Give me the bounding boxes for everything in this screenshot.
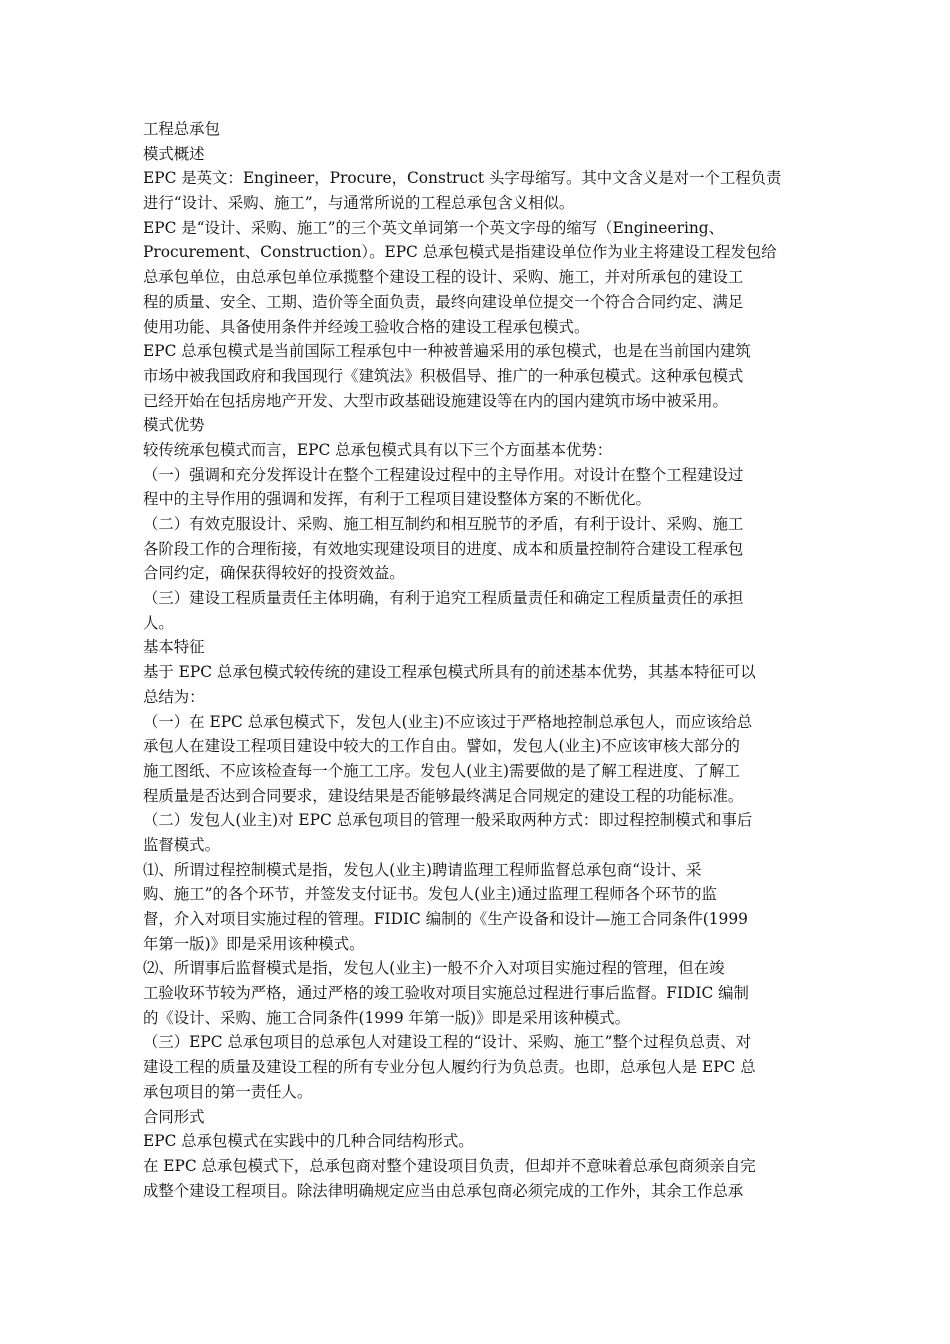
text-line: 各阶段工作的合理衔接，有效地实现建设项目的进度、成本和质量控制符合建设工程承包 bbox=[143, 539, 744, 558]
text-line: ⑵、所谓事后监督模式是指，发包人(业主)一般不介入对项目实施过程的管理，但在竣 bbox=[143, 959, 725, 978]
text-line: 市场中被我国政府和我国现行《建筑法》积极倡导、推广的一种承包模式。这种承包模式 bbox=[143, 366, 744, 385]
text-line: 程质量是否达到合同要求，建设结果是否能够最终满足合同规定的建设工程的功能标准。 bbox=[143, 786, 744, 805]
section-heading-contract: 合同形式 bbox=[143, 1107, 205, 1126]
text-line: 承包项目的第一责任人。 bbox=[143, 1082, 313, 1101]
text-line: （一）强调和充分发挥设计在整个工程建设过程中的主导作用。对设计在整个工程建设过 bbox=[143, 465, 744, 484]
section-heading-advantages: 模式优势 bbox=[143, 416, 205, 435]
section-heading-features: 基本特征 bbox=[143, 638, 205, 657]
text-line: （二）有效克服设计、采购、施工相互制约和相互脱节的矛盾，有利于设计、采购、施工 bbox=[143, 515, 744, 533]
text-line: EPC 是“设计、采购、施工”的三个英文单词第一个英文字母的缩写（Engineering、 bbox=[143, 218, 725, 237]
text-line: （一）在 EPC 总承包模式下，发包人(业主)不应该过于严格地控制总承包人，而应该给总 bbox=[143, 712, 753, 731]
doc-title: 工程总承包 bbox=[143, 120, 220, 138]
section-heading-overview: 模式概述 bbox=[143, 144, 205, 163]
text-line: 建设工程的质量及建设工程的所有专业分包人履约行为负总责。也即，总承包人是 EPC 总 bbox=[143, 1058, 756, 1077]
text-line: 较传统承包模式而言，EPC 总承包模式具有以下三个方面基本优势： bbox=[143, 440, 613, 459]
text-line: （三）EPC 总承包项目的总承包人对建设工程的“设计、采购、施工”整个过程负总责、对 bbox=[143, 1033, 752, 1052]
text-line: Procurement、Construction）。EPC 总承包模式是指建设单位作为业主将建设工程发包给 bbox=[143, 243, 777, 262]
text-line: （二）发包人(业主)对 EPC 总承包项目的管理一般采取两种方式：即过程控制模式和事后 bbox=[143, 811, 753, 830]
text-line: 总承包单位，由总承包单位承揽整个建设工程的设计、采购、施工，并对所承包的建设工 bbox=[143, 268, 744, 287]
text-line: 总结为： bbox=[143, 687, 205, 706]
text-line: 基于 EPC 总承包模式较传统的建设工程承包模式所具有的前述基本优势，其基本特征可以 bbox=[143, 663, 756, 682]
text-line: ⑴、所谓过程控制模式是指，发包人(业主)聘请监理工程师监督总承包商“设计、采 bbox=[143, 860, 702, 879]
text-line: 程中的主导作用的强调和发挥，有利于工程项目建设整体方案的不断优化。 bbox=[143, 490, 651, 509]
text-line: 监督模式。 bbox=[143, 835, 220, 854]
text-line: 督，介入对项目实施过程的管理。FIDIC 编制的《生产设备和设计—施工合同条件(1999 bbox=[143, 910, 748, 928]
text-line: 人。 bbox=[143, 613, 174, 632]
text-line: 承包人在建设工程项目建设中较大的工作自由。譬如，发包人(业主)不应该审核大部分的 bbox=[143, 737, 740, 756]
text-line: 已经开始在包括房地产开发、大型市政基础设施建设等在内的国内建筑市场中被采用。 bbox=[143, 391, 728, 410]
text-line: 购、施工”的各个环节，并签发支付证书。发包人(业主)通过监理工程师各个环节的监 bbox=[143, 885, 717, 904]
text-line: 施工图纸、不应该检查每一个施工工序。发包人(业主)需要做的是了解工程进度、了解工 bbox=[143, 761, 740, 780]
text-line: 使用功能、具备使用条件并经竣工验收合格的建设工程承包模式。 bbox=[143, 317, 590, 336]
text-line: EPC 总承包模式是当前国际工程承包中一种被普遍采用的承包模式，也是在当前国内建筑 bbox=[143, 342, 751, 361]
text-line: 成整个建设工程项目。除法律明确规定应当由总承包商必须完成的工作外，其余工作总承 bbox=[143, 1181, 744, 1200]
text-line: EPC 是英文：Engineer，Procure，Construct 头字母缩写。其中文含义是对一个工程负责 bbox=[143, 169, 782, 188]
text-line: 进行“设计、采购、施工”，与通常所说的工程总承包含义相似。 bbox=[143, 194, 575, 213]
text-line: 合同约定，确保获得较好的投资效益。 bbox=[143, 564, 405, 583]
text-line: EPC 总承包模式在实践中的几种合同结构形式。 bbox=[143, 1132, 474, 1151]
text-line: （三）建设工程质量责任主体明确，有利于追究工程质量责任和确定工程质量责任的承担 bbox=[143, 589, 744, 608]
text-line: 的《设计、采购、施工合同条件(1999 年第一版)》即是采用该种模式。 bbox=[143, 1008, 631, 1027]
text-line: 年第一版)》即是采用该种模式。 bbox=[143, 934, 365, 953]
text-line: 程的质量、安全、工期、造价等全面负责，最终向建设单位提交一个符合合同约定、满足 bbox=[143, 292, 744, 311]
document-body bbox=[143, 117, 811, 1203]
text-line: 工验收环节较为严格，通过严格的竣工验收对项目实施总过程进行事后监督。FIDIC 编制 bbox=[143, 984, 749, 1003]
text-line: 在 EPC 总承包模式下，总承包商对整个建设项目负责，但却并不意味着总承包商须亲自完 bbox=[143, 1156, 756, 1175]
